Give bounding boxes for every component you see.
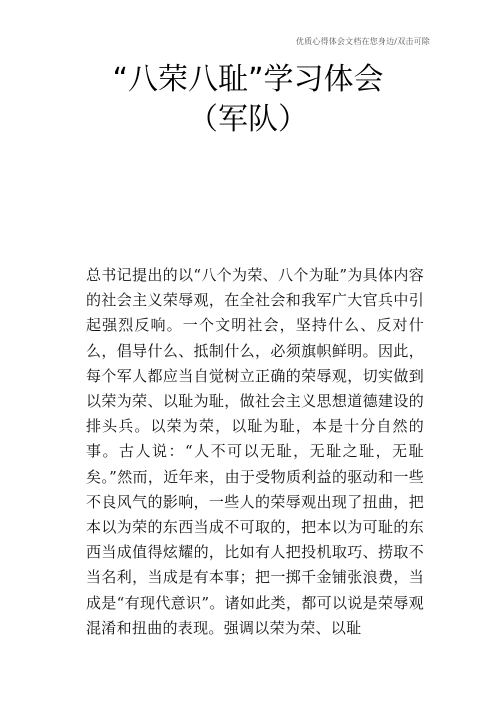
body-paragraph: 总书记提出的以“八个为荣、八个为耻”为具体内容的社会主义荣辱观，在全社会和我军广大官兵中引起强烈反响。一个文明社会，坚持什么、反对什么，倡导什么、抵制什么，必须旗帜鲜明。因此，每个军人都应当自觉树立正确的荣辱观，切实做到以荣为荣、以耻为耻，做社会主义思想道德建设的排头兵。以荣为荣，以耻为耻，本是十分自然的事。古人说：“人不可以无耻，无耻之耻，无耻矣。”然而，近年来，由于受物质利益的驱动和一些不良风气的影响，一些人的荣辱观出现了扭曲，把本以为荣的东西当成不可取的，把本以为可耻的东西当成值得炫耀的，比如有人把投机取巧、捞取不当名利，当成是有本事；把一掷千金铺张浪费，当成是“有现代意识”。诸如此类，都可以说是荣辱观混淆和扭曲的表现。强调以荣为荣、以耻	[86, 266, 424, 637]
title-line-main: “八荣八耻”学习体会	[112, 62, 384, 97]
title-line-sub: （军队）	[188, 102, 308, 137]
document-title	[0, 60, 496, 140]
header-note: 优质心得体会文档在您身边/双击可除	[295, 37, 430, 46]
